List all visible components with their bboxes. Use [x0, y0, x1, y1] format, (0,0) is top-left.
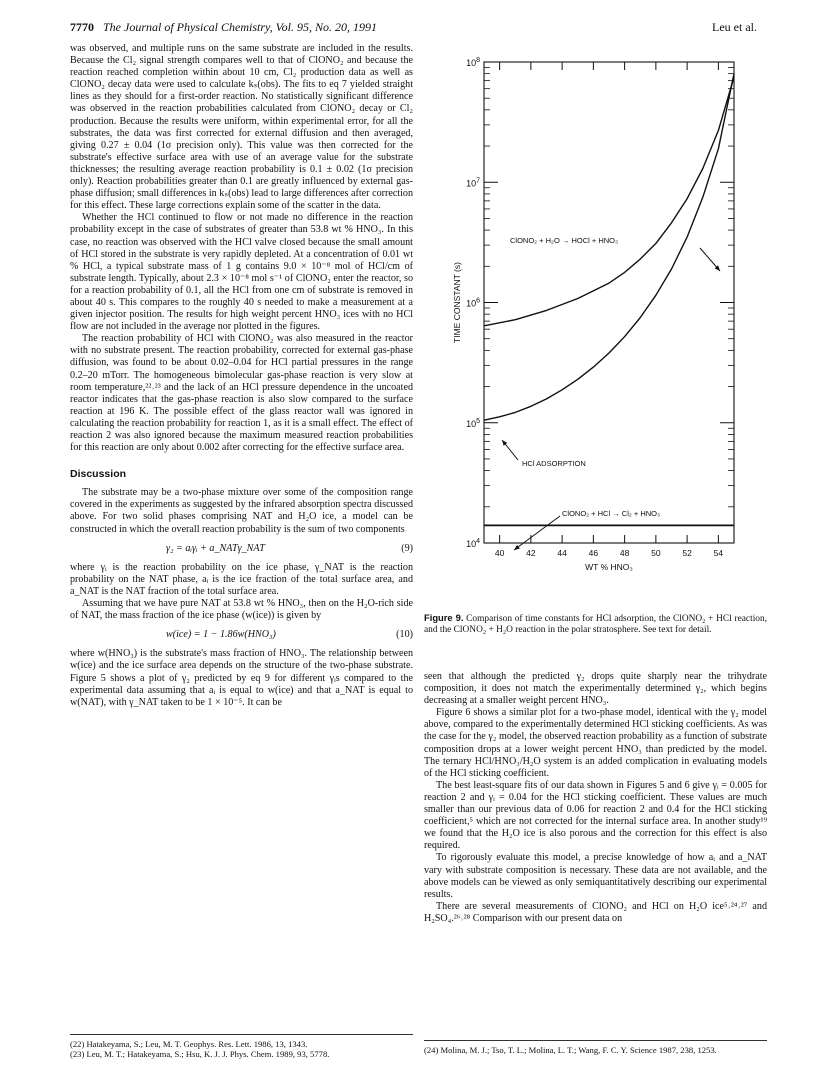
paragraph: Whether the HCl continued to flow or not made no difference in the reaction probability except in the case of substrates of greater than 53.8 wt % HNO₃. In this case, no reaction was observed with the HCl valve closed because the small amount of HCl stored in the substrate is very rapidly depleted. At a concentration of 0.01 wt % HCl, a typical substrate mass of 1 g contains 9.0 × 10⁻⁸ mol of HCl/cm of substrate length. Typically, about 2.3 × 10⁻⁸ mol s⁻¹ of ClONO₂ enter the reactor, so for a reaction probability of 0.1, all the HCl from one cm of substrate is removed in about 40 s. This compares to the roughly 40 s needed to make a measurement at a given injector position. The results for high weight percent HNO₃ ices with no HCl flow are not included in the average nor plotted in the figures. [70, 212, 413, 333]
right-column [424, 671, 767, 925]
x-tick-label: 40 [494, 548, 505, 558]
series-h2o-reaction-line [484, 77, 734, 326]
y-tick-label: $10^5$ [466, 417, 480, 429]
figure-9 [424, 38, 774, 598]
author-header: Leu et al. [712, 20, 757, 34]
reference-22: (22) Hatakeyama, S.; Leu, M. T. Geophys. Res. Lett. 1986, 13, 1343. [70, 1039, 308, 1049]
paragraph: The best least-square fits of our data shown in Figures 5 and 6 give γᵢ = 0.005 for reaction 2 and γᵢ = 0.04 for the HCl sticking coefficient. These values are much smaller than our previous data of 0.06 for reaction 2 and 0.4 for the HCl sticking coefficient,⁵ which are not corrected for the internal surface area. In another study¹⁹ we found that the H₂O ice is also porous and the correction for this effect is also required. [424, 779, 767, 852]
x-axis-label: WT % HNO₃ [585, 562, 633, 572]
paragraph: where w(HNO₃) is the substrate's mass fraction of HNO₃. The relationship between w(ice) and the ice surface area depends on the structure of the two-phase substrate. Figure 5 shows a plot of γ₂ predicted by eq 9 for different γᵢs compared to the experimental data assuming that aᵢ is equal to w(ice) and that a_NAT is equal to w(NAT), with γ_NAT taken to be 1 × 10⁻⁵. It can be [70, 648, 413, 708]
paragraph: was observed, and multiple runs on the same substrate are included in the results. Because the Cl₂ signal strength compares well to that of ClONO₂ and because the reaction reached completion within about 10 cm, Cl₂ production data as well as ClONO₂ decay data were used to calculate kₛ(obs). The fits to eq 7 yielded straight lines as they should for a first-order reaction. No statistically significant difference was observed in the reaction probabilities calculated from ClONO₂ decay or Cl₂ production. Because the results were uniform, within experimental error, for all the substrates, the data was first corrected for external diffusion and then averaged, giving 0.27 ± 0.04 (1σ precision only). This value was then corrected for the substrate's effective surface area with use of an average value for the substrate thicknesses; the resulting average reaction probability is 0.1 ± 0.02 (1σ precision only). Reaction probabilities greater than 0.1 are greatly influenced by external gas-phase diffusion; small differences in kₛ(obs) lead to large differences after correction for this effect. These large corrections explain some of the scatter in the data. [70, 43, 413, 212]
series-hcl-adsorption-line [484, 74, 734, 421]
paragraph: The substrate may be a two-phase mixture over some of the composition range covered in the experiments as suggested by the infrared absorption spectra discussed above. For two solid phases comprising NAT and H₂O ice, a model can be constructed in which the overall reaction probability is the sum of two components [70, 487, 413, 535]
x-tick-label: 48 [619, 548, 630, 558]
caption-text: Comparison of time constants for HCl adsorption, the ClONO₂ + HCl reaction, and the ClONO₂ + H₂O reaction in the polar stratosphere. See text for detail. [424, 614, 768, 636]
reference-24: (24) Molina, M. J.; Tso, T. L.; Molina, L. T.; Wang, F. C. Y. Science 1987, 238, 1253. [424, 1045, 717, 1055]
y-tick-label: $10^4$ [466, 538, 480, 549]
annotation-hcl-reaction: ClONO₂ + HCl → Cl₂ + HNO₃ [562, 509, 661, 518]
x-tick-label: 50 [651, 548, 661, 558]
paragraph: The reaction probability of HCl with ClONO₂ was also measured in the reactor with no substrate present. The reaction probability, corrected for external gas-phase diffusion, was found to be about 0.02–0.04 for HCl partial pressures in the range 0.2–20 mTorr. The homogeneous bimolecular gas-phase reaction is very slow at room temperature,²²˒²³ and the lack of an HCl pressure dependence in the uncoated reactor indicates that the gas-phase reaction is also slow compared to the surface reaction at 196 K. The possible effect of the glass reactor wall was ignored in calculating the reaction probability for reaction 1, as it is a small effect. The effect of reaction 2 was also ignored because the maximum measured reaction probabilities for this reaction are only about 0.002 after correcting for the effective surface area. [70, 333, 413, 454]
y-tick-label: $10^6$ [466, 297, 480, 309]
arrow-hcl-adsorption [502, 440, 518, 460]
equation-body: γ₂ = aᵢγᵢ + a_NATγ_NAT [166, 542, 265, 554]
equation-10 [70, 629, 413, 641]
x-tick-label: 52 [682, 548, 692, 558]
x-tick-label: 46 [588, 548, 599, 558]
x-tick-label: 44 [557, 548, 567, 558]
annotation-h2o-reaction: ClONO₂ + H₂O → HOCl + HNO₃ [510, 236, 619, 245]
references-left [70, 1034, 413, 1060]
time-constant-chart [424, 38, 774, 598]
figure-caption [424, 612, 767, 636]
x-tick-label: 42 [526, 548, 536, 558]
x-tick-label: 54 [713, 548, 724, 558]
reference-23: (23) Leu, M. T.; Hatakeyama, S.; Hsu, K. J. J. Phys. Chem. 1989, 93, 5778. [70, 1049, 330, 1060]
running-header [70, 20, 377, 35]
y-tick-label: $10^7$ [466, 177, 480, 189]
paragraph: Assuming that we have pure NAT at 53.8 wt % HNO₃, then on the H₂O-rich side of NAT, the mass fraction of the ice phase (w(ice)) is given by [70, 598, 413, 622]
paragraph: where γᵢ is the reaction probability on the ice phase, γ_NAT is the reaction probability on the NAT phase, aᵢ is the ice fraction of the total surface area, and a_NAT is the NAT fraction of the total surface area. [70, 561, 413, 597]
paragraph: Figure 6 shows a similar plot for a two-phase model, identical with the γ₂ model above, compared to the experimentally determined HCl sticking coefficients. As was the case for the γ₂ model, the observed reaction probability as a function of substrate composition drops at a lower weight percent HNO₃ than predicted by the model. The ternary HCl/HNO₃/H₂O system is an added complication in evaluating models of the HCl sticking coefficient. [424, 707, 767, 779]
paragraph: To rigorously evaluate this model, a precise knowledge of how aᵢ and a_NAT vary with substrate composition is necessary. These data are not available, and the above models can be viewed as only semiquantitatively describing our experimental results. [424, 852, 767, 900]
equation-number: (10) [396, 629, 413, 641]
paragraph: There are several measurements of ClONO₂ and HCl on H₂O ice⁵˒²⁴˒²⁷ and H₂SO₄.²⁶˒²⁸ Comparison with our present data on [424, 900, 767, 924]
paragraph: seen that although the predicted γ₂ drops quite sharply near the trihydrate composition, it does not match the experimentally determined γ₂, which begins decreasing at a smaller weight percent HNO₃. [424, 671, 767, 707]
annotation-hcl-adsorption: HCl ADSORPTION [522, 459, 586, 468]
left-column [70, 43, 413, 709]
figure-label: Figure 9. [424, 612, 464, 623]
references-right [424, 1040, 767, 1055]
equation-9 [70, 543, 413, 555]
plot-frame [484, 62, 734, 543]
equation-number: (9) [401, 542, 413, 554]
section-heading: Discussion [70, 468, 127, 481]
arrow-shaft [514, 516, 560, 550]
arrow-h2o-reaction [700, 248, 720, 271]
arrow-head [514, 545, 520, 550]
y-axis-label: TIME CONSTANT (s) [452, 262, 462, 343]
journal-title: The Journal of Physical Chemistry, Vol. 95, No. 20, 1991 [103, 20, 377, 34]
page-number: 7770 [70, 20, 94, 34]
arrow-hcl-reaction [514, 516, 560, 550]
equation-body: w(ice) = 1 − 1.86w(HNO₃) [166, 629, 276, 641]
y-tick-label: $10^8$ [466, 57, 480, 68]
